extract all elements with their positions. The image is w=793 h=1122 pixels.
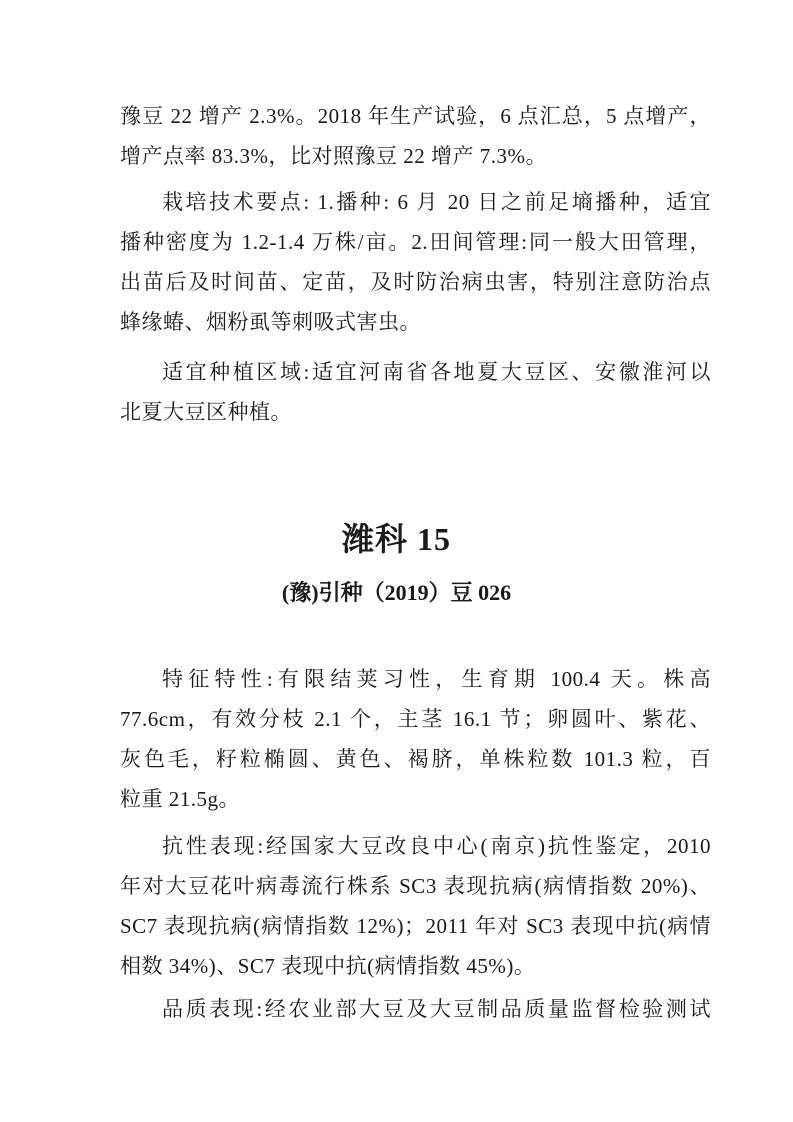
text-line: 适宜种植区域:适宜河南省各地夏大豆区、安徽淮河以	[162, 360, 711, 384]
paragraph-suitable-region	[120, 352, 711, 432]
text-line: 抗性表现:经国家大豆改良中心(南京)抗性鉴定，2010	[162, 834, 711, 858]
text-line: 品质表现:经农业部大豆及大豆制品质量监督检验测试	[162, 997, 711, 1021]
text-line: 年对大豆花叶病毒流行株系 SC3 表现抗病(病情指数 20%)、	[120, 874, 711, 898]
paragraph-disease-resistance	[120, 826, 711, 986]
text-line: 77.6cm，有效分枝 2.1 个，主茎 16.1 节；卵圆叶、紫花、	[120, 707, 711, 731]
text-line: 豫豆 22 增产 2.3%。2018 年生产试验，6 点汇总，5 点增产，	[120, 104, 711, 128]
text-line: 蜂缘蝽、烟粉虱等刺吸式害虫。	[120, 310, 421, 334]
text-line: 灰色毛，籽粒椭圆、黄色、褐脐，单株粒数 101.3 粒，百	[120, 747, 711, 771]
text-line: 栽培技术要点: 1.播种: 6 月 20 日之前足墒播种，适宜	[162, 190, 711, 214]
text-line: 特征特性:有限结荚习性，生育期 100.4 天。株高	[162, 667, 711, 691]
text-line: SC7 表现抗病(病情指数 12%)；2011 年对 SC3 表现中抗(病情	[120, 914, 711, 938]
variety-title: 潍科 15	[341, 521, 451, 557]
text-line: 播种密度为 1.2-1.4 万株/亩。2.田间管理:同一般大田管理，	[120, 230, 711, 254]
text-line: 出苗后及时间苗、定苗，及时防治病虫害，特别注意防治点	[120, 270, 711, 294]
text-line: 粒重 21.5g。	[120, 787, 240, 811]
text-line: 相数 34%)、SC7 表现中抗(病情指数 45%)。	[120, 954, 536, 978]
text-line: 增产点率 83.3%，比对照豫豆 22 增产 7.3%。	[120, 144, 547, 168]
paragraph-characteristics	[120, 659, 711, 819]
paragraph-yield-results	[120, 96, 711, 176]
paragraph-quality	[120, 989, 711, 1029]
text-line: 北夏大豆区种植。	[120, 400, 292, 424]
registration-number: (豫)引种（2019）豆 026	[281, 580, 512, 605]
paragraph-cultivation-techniques	[120, 182, 711, 342]
